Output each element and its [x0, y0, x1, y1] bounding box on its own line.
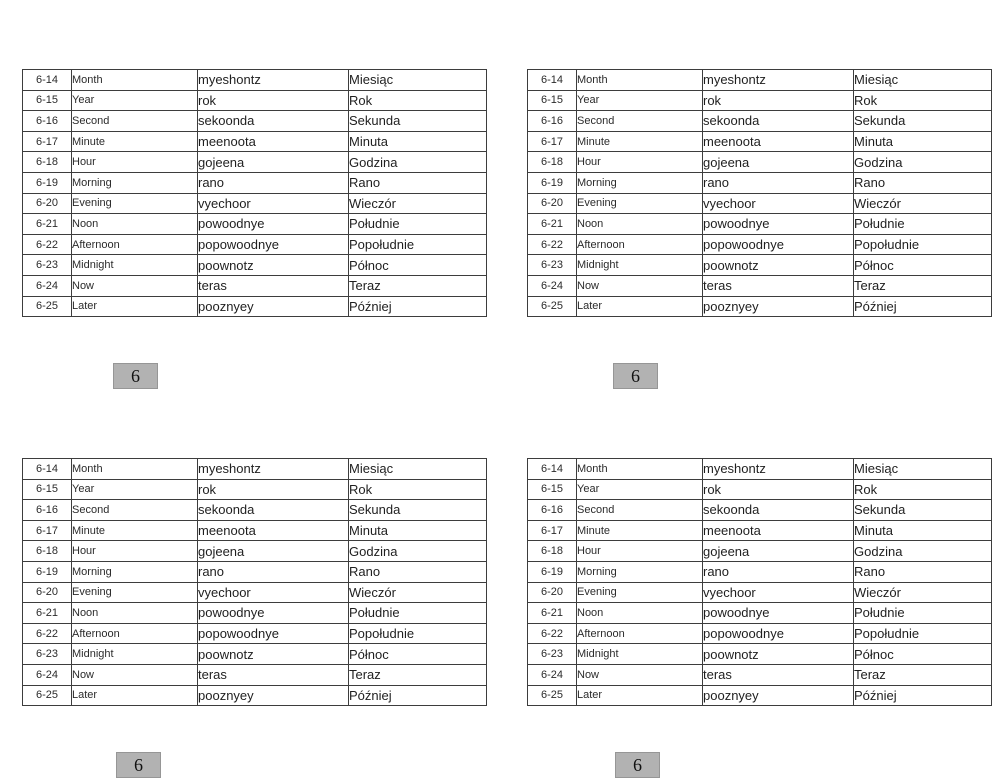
- cell-pronunciation: gojeena: [198, 152, 349, 173]
- table-row: [528, 131, 992, 152]
- cell-english: Year: [72, 479, 198, 500]
- cell-polish: Rok: [854, 90, 992, 111]
- table-row: [528, 214, 992, 235]
- cell-pronunciation: poownotz: [703, 644, 854, 665]
- page-number: 6: [633, 754, 642, 775]
- cell-english: Later: [577, 296, 703, 317]
- cell-polish: Miesiąc: [349, 459, 487, 480]
- table-row: [23, 459, 487, 480]
- page-number: 6: [131, 365, 140, 386]
- table-row: [528, 623, 992, 644]
- cell-pronunciation: powoodnye: [198, 603, 349, 624]
- page-number-badge: [113, 363, 158, 389]
- table-row: [23, 520, 487, 541]
- table-row: [23, 255, 487, 276]
- cell-polish: Popołudnie: [854, 623, 992, 644]
- table-row: [528, 152, 992, 173]
- cell-polish: Sekunda: [854, 500, 992, 521]
- cell-item-number: 6-17: [23, 131, 72, 152]
- cell-pronunciation: rok: [703, 479, 854, 500]
- cell-pronunciation: vyechoor: [703, 582, 854, 603]
- cell-english: Now: [577, 664, 703, 685]
- table-row: [528, 685, 992, 706]
- cell-pronunciation: meenoota: [198, 520, 349, 541]
- cell-english: Later: [72, 296, 198, 317]
- cell-english: Noon: [577, 603, 703, 624]
- table-row: [23, 603, 487, 624]
- cell-item-number: 6-22: [23, 234, 72, 255]
- table-row: [528, 70, 992, 91]
- cell-item-number: 6-19: [23, 172, 72, 193]
- cell-pronunciation: myeshontz: [198, 459, 349, 480]
- cell-item-number: 6-18: [528, 541, 577, 562]
- cell-pronunciation: vyechoor: [703, 193, 854, 214]
- cell-english: Now: [577, 275, 703, 296]
- table-row: [23, 644, 487, 665]
- cell-item-number: 6-23: [23, 644, 72, 665]
- cell-polish: Minuta: [349, 131, 487, 152]
- vocab-table-bottom-right: [527, 458, 987, 706]
- table-row: [23, 582, 487, 603]
- cell-polish: Rok: [854, 479, 992, 500]
- cell-polish: Rano: [854, 561, 992, 582]
- cell-english: Hour: [577, 541, 703, 562]
- table-row: [528, 459, 992, 480]
- table-row: [528, 111, 992, 132]
- cell-item-number: 6-16: [528, 111, 577, 132]
- cell-pronunciation: pooznyey: [703, 685, 854, 706]
- cell-english: Now: [72, 664, 198, 685]
- cell-polish: Godzina: [349, 152, 487, 173]
- cell-english: Morning: [72, 172, 198, 193]
- cell-polish: Wieczór: [349, 582, 487, 603]
- vocab-table: [22, 458, 487, 706]
- cell-polish: Północ: [854, 644, 992, 665]
- cell-polish: Później: [349, 296, 487, 317]
- cell-polish: Wieczór: [854, 582, 992, 603]
- cell-item-number: 6-15: [23, 479, 72, 500]
- cell-pronunciation: teras: [703, 664, 854, 685]
- cell-english: Now: [72, 275, 198, 296]
- cell-item-number: 6-19: [528, 561, 577, 582]
- cell-pronunciation: gojeena: [198, 541, 349, 562]
- cell-polish: Sekunda: [854, 111, 992, 132]
- cell-polish: Teraz: [854, 664, 992, 685]
- cell-polish: Północ: [854, 255, 992, 276]
- table-row: [528, 479, 992, 500]
- table-row: [23, 70, 487, 91]
- table-row: [23, 152, 487, 173]
- vocab-table: [22, 69, 487, 317]
- cell-pronunciation: meenoota: [703, 520, 854, 541]
- cell-pronunciation: myeshontz: [703, 459, 854, 480]
- cell-pronunciation: poownotz: [703, 255, 854, 276]
- cell-item-number: 6-23: [23, 255, 72, 276]
- page-number-badge: [116, 752, 161, 778]
- cell-pronunciation: popowoodnye: [703, 623, 854, 644]
- table-row: [528, 90, 992, 111]
- cell-polish: Południe: [854, 603, 992, 624]
- cell-polish: Północ: [349, 644, 487, 665]
- table-row: [23, 111, 487, 132]
- cell-polish: Rano: [854, 172, 992, 193]
- cell-english: Hour: [72, 152, 198, 173]
- cell-english: Second: [72, 111, 198, 132]
- cell-item-number: 6-16: [528, 500, 577, 521]
- cell-item-number: 6-25: [528, 685, 577, 706]
- vocab-table-bottom-left: [22, 458, 482, 706]
- cell-pronunciation: vyechoor: [198, 193, 349, 214]
- cell-polish: Rano: [349, 561, 487, 582]
- cell-polish: Północ: [349, 255, 487, 276]
- table-row: [23, 623, 487, 644]
- cell-english: Midnight: [72, 644, 198, 665]
- table-row: [528, 582, 992, 603]
- cell-item-number: 6-20: [23, 193, 72, 214]
- cell-english: Minute: [72, 131, 198, 152]
- cell-english: Noon: [72, 214, 198, 235]
- cell-item-number: 6-19: [23, 561, 72, 582]
- table-row: [528, 193, 992, 214]
- cell-english: Noon: [72, 603, 198, 624]
- cell-item-number: 6-17: [528, 131, 577, 152]
- cell-item-number: 6-24: [528, 275, 577, 296]
- cell-pronunciation: poownotz: [198, 255, 349, 276]
- cell-item-number: 6-15: [528, 90, 577, 111]
- cell-pronunciation: rano: [703, 172, 854, 193]
- cell-polish: Wieczór: [854, 193, 992, 214]
- cell-polish: Południe: [349, 214, 487, 235]
- cell-pronunciation: rano: [703, 561, 854, 582]
- cell-pronunciation: teras: [198, 275, 349, 296]
- cell-pronunciation: pooznyey: [198, 296, 349, 317]
- table-row: [528, 644, 992, 665]
- cell-english: Month: [577, 70, 703, 91]
- cell-item-number: 6-25: [23, 685, 72, 706]
- cell-polish: Południe: [854, 214, 992, 235]
- cell-pronunciation: rano: [198, 561, 349, 582]
- cell-pronunciation: powoodnye: [198, 214, 349, 235]
- cell-item-number: 6-21: [23, 603, 72, 624]
- cell-pronunciation: vyechoor: [198, 582, 349, 603]
- cell-pronunciation: rok: [198, 479, 349, 500]
- cell-polish: Później: [349, 685, 487, 706]
- table-row: [23, 234, 487, 255]
- cell-english: Midnight: [577, 644, 703, 665]
- cell-polish: Sekunda: [349, 500, 487, 521]
- cell-item-number: 6-18: [528, 152, 577, 173]
- cell-polish: Rano: [349, 172, 487, 193]
- cell-polish: Teraz: [349, 664, 487, 685]
- cell-pronunciation: popowoodnye: [198, 234, 349, 255]
- cell-english: Noon: [577, 214, 703, 235]
- cell-item-number: 6-22: [23, 623, 72, 644]
- cell-item-number: 6-24: [23, 275, 72, 296]
- table-row: [23, 500, 487, 521]
- cell-polish: Minuta: [854, 520, 992, 541]
- cell-item-number: 6-21: [528, 214, 577, 235]
- cell-item-number: 6-22: [528, 623, 577, 644]
- cell-polish: Miesiąc: [349, 70, 487, 91]
- cell-item-number: 6-15: [23, 90, 72, 111]
- table-row: [23, 541, 487, 562]
- cell-polish: Wieczór: [349, 193, 487, 214]
- cell-pronunciation: rok: [198, 90, 349, 111]
- cell-english: Second: [577, 500, 703, 521]
- cell-english: Evening: [577, 193, 703, 214]
- cell-english: Morning: [577, 561, 703, 582]
- cell-english: Afternoon: [577, 234, 703, 255]
- cell-english: Afternoon: [577, 623, 703, 644]
- cell-polish: Miesiąc: [854, 459, 992, 480]
- table-row: [528, 561, 992, 582]
- cell-item-number: 6-21: [528, 603, 577, 624]
- cell-english: Second: [72, 500, 198, 521]
- cell-polish: Później: [854, 296, 992, 317]
- cell-pronunciation: sekoonda: [703, 500, 854, 521]
- cell-polish: Miesiąc: [854, 70, 992, 91]
- cell-pronunciation: popowoodnye: [198, 623, 349, 644]
- page-number-badge: [613, 363, 658, 389]
- table-row: [23, 561, 487, 582]
- cell-pronunciation: gojeena: [703, 541, 854, 562]
- table-row: [528, 275, 992, 296]
- cell-item-number: 6-22: [528, 234, 577, 255]
- cell-pronunciation: meenoota: [703, 131, 854, 152]
- cell-item-number: 6-16: [23, 111, 72, 132]
- cell-english: Evening: [72, 582, 198, 603]
- cell-pronunciation: pooznyey: [703, 296, 854, 317]
- cell-english: Minute: [72, 520, 198, 541]
- cell-polish: Minuta: [854, 131, 992, 152]
- cell-item-number: 6-14: [23, 70, 72, 91]
- table-row: [528, 603, 992, 624]
- cell-pronunciation: gojeena: [703, 152, 854, 173]
- cell-polish: Popołudnie: [349, 623, 487, 644]
- cell-item-number: 6-19: [528, 172, 577, 193]
- cell-english: Month: [577, 459, 703, 480]
- cell-polish: Później: [854, 685, 992, 706]
- cell-english: Afternoon: [72, 623, 198, 644]
- cell-english: Minute: [577, 131, 703, 152]
- cell-item-number: 6-14: [528, 70, 577, 91]
- cell-item-number: 6-20: [23, 582, 72, 603]
- cell-english: Month: [72, 70, 198, 91]
- cell-item-number: 6-14: [528, 459, 577, 480]
- cell-polish: Popołudnie: [349, 234, 487, 255]
- cell-pronunciation: teras: [198, 664, 349, 685]
- cell-item-number: 6-17: [23, 520, 72, 541]
- cell-english: Hour: [72, 541, 198, 562]
- cell-polish: Południe: [349, 603, 487, 624]
- cell-english: Evening: [577, 582, 703, 603]
- page-number-badge: [615, 752, 660, 778]
- cell-polish: Rok: [349, 90, 487, 111]
- cell-pronunciation: popowoodnye: [703, 234, 854, 255]
- cell-english: Year: [577, 479, 703, 500]
- cell-polish: Sekunda: [349, 111, 487, 132]
- cell-item-number: 6-23: [528, 255, 577, 276]
- cell-english: Hour: [577, 152, 703, 173]
- cell-item-number: 6-20: [528, 582, 577, 603]
- table-row: [528, 255, 992, 276]
- cell-item-number: 6-17: [528, 520, 577, 541]
- table-row: [528, 520, 992, 541]
- cell-item-number: 6-23: [528, 644, 577, 665]
- cell-polish: Popołudnie: [854, 234, 992, 255]
- table-row: [23, 90, 487, 111]
- page-number: 6: [631, 365, 640, 386]
- page-number: 6: [134, 754, 143, 775]
- cell-english: Later: [577, 685, 703, 706]
- vocab-table: [527, 69, 992, 317]
- cell-item-number: 6-14: [23, 459, 72, 480]
- vocab-table: [527, 458, 992, 706]
- cell-english: Evening: [72, 193, 198, 214]
- table-row: [23, 664, 487, 685]
- cell-pronunciation: powoodnye: [703, 214, 854, 235]
- cell-pronunciation: pooznyey: [198, 685, 349, 706]
- table-row: [23, 479, 487, 500]
- cell-pronunciation: sekoonda: [198, 500, 349, 521]
- table-row: [23, 275, 487, 296]
- cell-pronunciation: meenoota: [198, 131, 349, 152]
- cell-pronunciation: rano: [198, 172, 349, 193]
- table-row: [23, 214, 487, 235]
- cell-pronunciation: poownotz: [198, 644, 349, 665]
- cell-polish: Teraz: [854, 275, 992, 296]
- table-row: [23, 172, 487, 193]
- cell-pronunciation: rok: [703, 90, 854, 111]
- cell-english: Year: [72, 90, 198, 111]
- cell-item-number: 6-24: [528, 664, 577, 685]
- cell-item-number: 6-20: [528, 193, 577, 214]
- cell-polish: Teraz: [349, 275, 487, 296]
- cell-pronunciation: myeshontz: [198, 70, 349, 91]
- table-row: [528, 172, 992, 193]
- cell-english: Month: [72, 459, 198, 480]
- cell-pronunciation: sekoonda: [198, 111, 349, 132]
- cell-item-number: 6-18: [23, 152, 72, 173]
- cell-polish: Minuta: [349, 520, 487, 541]
- cell-pronunciation: sekoonda: [703, 111, 854, 132]
- table-row: [528, 234, 992, 255]
- cell-item-number: 6-24: [23, 664, 72, 685]
- cell-polish: Godzina: [349, 541, 487, 562]
- table-row: [23, 685, 487, 706]
- cell-english: Year: [577, 90, 703, 111]
- cell-item-number: 6-15: [528, 479, 577, 500]
- cell-english: Midnight: [72, 255, 198, 276]
- cell-pronunciation: myeshontz: [703, 70, 854, 91]
- table-row: [528, 541, 992, 562]
- cell-english: Morning: [577, 172, 703, 193]
- cell-item-number: 6-21: [23, 214, 72, 235]
- cell-item-number: 6-25: [23, 296, 72, 317]
- vocab-table-top-right: [527, 69, 987, 317]
- cell-item-number: 6-25: [528, 296, 577, 317]
- table-row: [23, 131, 487, 152]
- cell-english: Morning: [72, 561, 198, 582]
- table-row: [528, 664, 992, 685]
- table-row: [23, 193, 487, 214]
- cell-english: Afternoon: [72, 234, 198, 255]
- cell-english: Later: [72, 685, 198, 706]
- cell-pronunciation: teras: [703, 275, 854, 296]
- cell-polish: Rok: [349, 479, 487, 500]
- table-row: [528, 500, 992, 521]
- cell-english: Minute: [577, 520, 703, 541]
- table-row: [23, 296, 487, 317]
- cell-english: Second: [577, 111, 703, 132]
- cell-item-number: 6-16: [23, 500, 72, 521]
- table-row: [528, 296, 992, 317]
- cell-item-number: 6-18: [23, 541, 72, 562]
- cell-pronunciation: powoodnye: [703, 603, 854, 624]
- cell-polish: Godzina: [854, 541, 992, 562]
- cell-english: Midnight: [577, 255, 703, 276]
- vocab-table-top-left: [22, 69, 482, 317]
- cell-polish: Godzina: [854, 152, 992, 173]
